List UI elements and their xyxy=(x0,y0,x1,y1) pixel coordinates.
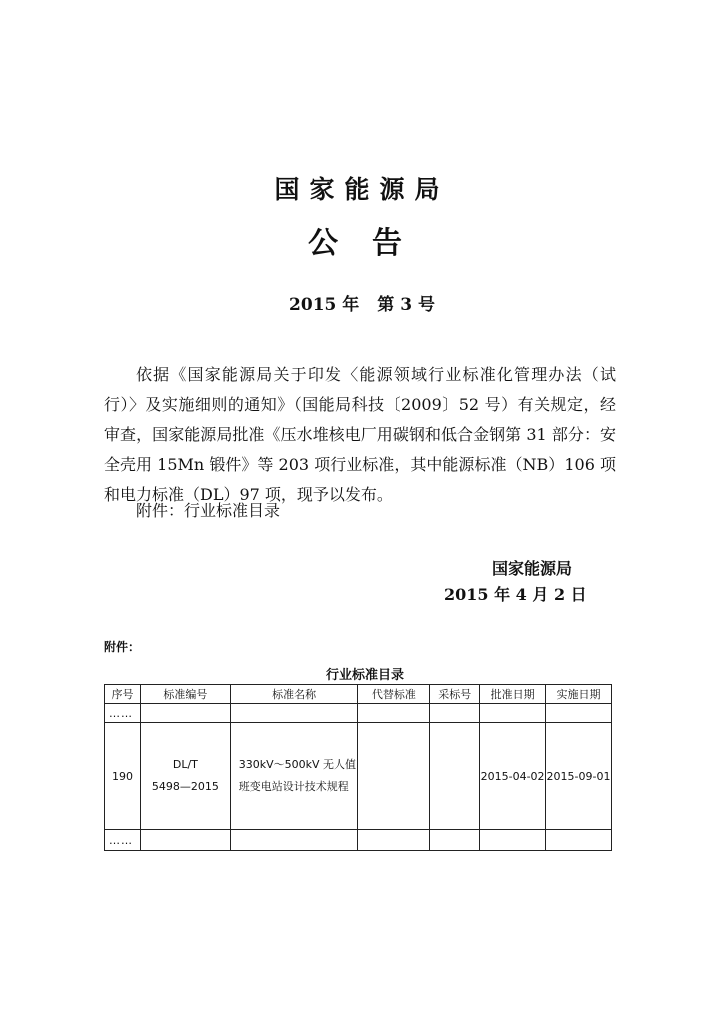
cell-adopted xyxy=(430,723,480,830)
table-row xyxy=(105,723,612,830)
issue-year: 2015 年 xyxy=(289,295,360,315)
ellipsis-cell: …… xyxy=(105,704,141,723)
cell-effective-date: 2015-09-01 xyxy=(546,723,612,830)
table-row-ellipsis-top xyxy=(105,704,612,723)
cell-code-line1: DL/T xyxy=(172,758,198,771)
table-row-ellipsis-bottom xyxy=(105,830,612,851)
cell-approval-date: 2015-04-02 xyxy=(480,723,546,830)
attachment-line: 附件：行业标准目录 xyxy=(136,501,281,520)
ellipsis-cell: …… xyxy=(105,830,141,851)
cell-code xyxy=(140,723,230,830)
col-header-seq: 序号 xyxy=(105,685,141,704)
issue-no: 第 3 号 xyxy=(377,295,435,315)
col-header-name: 标准名称 xyxy=(230,685,358,704)
agency-title: 国家能源局 xyxy=(274,175,450,204)
col-header-effective: 实施日期 xyxy=(546,685,612,704)
col-header-approval: 批准日期 xyxy=(480,685,546,704)
body-paragraph: 依据《国家能源局关于印发〈能源领域行业标准化管理办法（试行）〉及实施细则的通知》（国能局科技〔2009〕52 号）有关规定，经审查，国家能源局批准《压水堆核电厂用碳钢和低合金钢第 31 部分：安全壳用 15Mn 锻件》等 203 项行业标准，其中能源标准（NB）106 项和电力标准（DL）97 项，现予以发布。 xyxy=(104,365,616,504)
table-header-row xyxy=(105,685,612,704)
signature-org: 国家能源局 xyxy=(492,559,573,578)
notice-body xyxy=(104,360,616,510)
col-header-adopted: 采标号 xyxy=(430,685,480,704)
cell-code-line2: 5498—2015 xyxy=(151,780,219,793)
appendix-label: 附件： xyxy=(104,640,141,654)
signature-date: 2015 年 4 月 2 日 xyxy=(444,585,587,604)
cell-seq: 190 xyxy=(105,723,141,830)
issue-number xyxy=(0,290,724,315)
col-header-code: 标准编号 xyxy=(140,685,230,704)
cell-name: 330kV～500kV 无人值班变电站设计技术规程 xyxy=(230,723,358,830)
appendix-title: 行业标准目录 xyxy=(325,668,404,683)
notice-title: 公告 xyxy=(308,226,436,261)
col-header-replaces: 代替标准 xyxy=(358,685,430,704)
cell-replaces xyxy=(358,723,430,830)
standards-table xyxy=(104,684,612,851)
